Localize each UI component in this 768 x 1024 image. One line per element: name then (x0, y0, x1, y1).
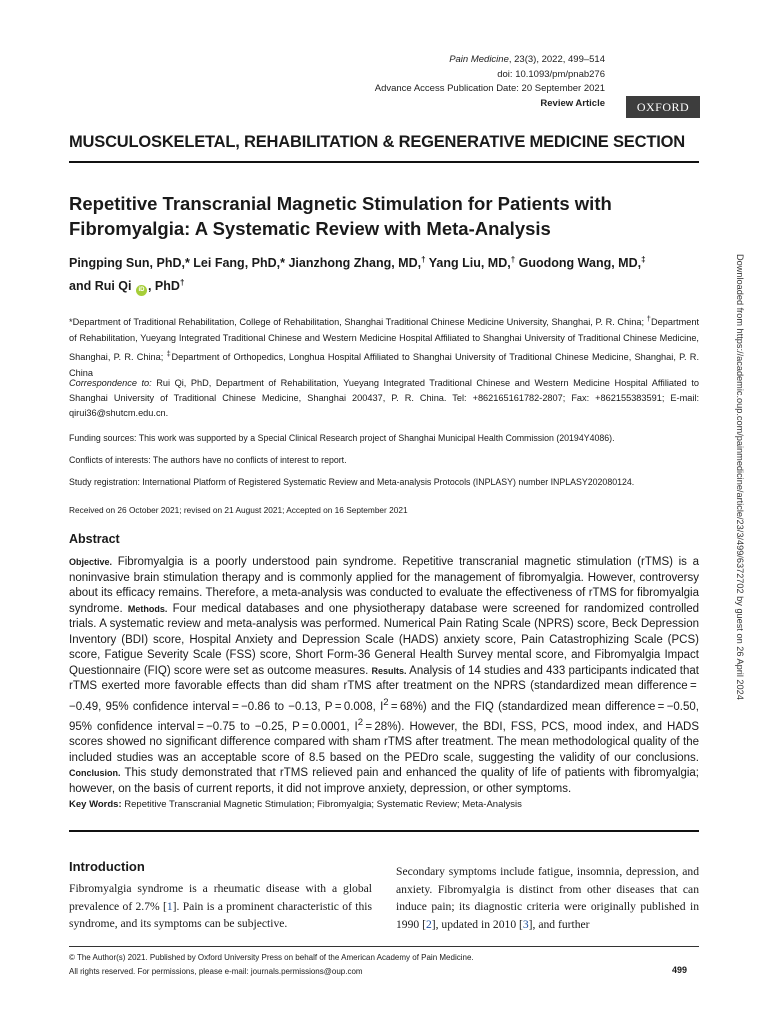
body-text: Fibromyalgia syndrome is a rheumatic disease with a global prevalence of 2.7% [ (69, 882, 372, 913)
section-divider (69, 161, 699, 163)
oxford-logo[interactable]: OXFORD (626, 96, 700, 118)
journal-meta (375, 53, 605, 111)
author-names: Guodong Wang, MD, (515, 256, 642, 271)
author-names: and Rui Qi (69, 279, 132, 294)
results-text: Analysis of 14 studies and 433 participants indicated that rTMS exerted more favorable effects than did sham rTMS after treatment on the NPRS (standardized mean difference = −0.49, 95% confidence interval = −0.86 to −0.13, P = 0.008, I (69, 664, 699, 713)
introduction-right-column (396, 863, 699, 933)
body-text: ], and further (528, 917, 590, 931)
affiliation-2: Department of Rehabilitation, Yueyang Integrated Traditional Chinese and Western Medicine Hospital Affiliated to Shanghai University of Traditional Chinese Medicine, Shanghai, P. R. China; (69, 317, 700, 363)
article-type: Review Article (540, 97, 605, 109)
citation-details: , 23(3), 2022, 499–514 (508, 54, 605, 65)
authors-line-2 (69, 273, 709, 296)
affiliations (69, 311, 699, 381)
citation-line (375, 53, 605, 68)
body-text: ], updated in 2010 [ (431, 917, 523, 931)
download-notice[interactable]: Downloaded from https://academic.oup.com/painmedicine/article/23/3/499/6372702 by guest on 26 April 2024 (735, 254, 745, 700)
superscript: 2 (383, 696, 389, 708)
keywords-text: Repetitive Transcranial Magnetic Stimulation; Fibromyalgia; Systematic Review; Meta-Analysis (121, 799, 522, 810)
objective-label: Objective. (69, 557, 113, 567)
author-names: Yang Liu, MD, (425, 256, 511, 271)
page-number: 499 (672, 965, 688, 975)
correspondence-label: Correspondence to: (69, 378, 152, 388)
abstract-body (69, 555, 699, 797)
affiliation-marker: † (646, 314, 651, 323)
results-text: = 28%). However, the BDI, FSS, PCS, mood index, and HADS scores showed no significant difference compared with sham rTMS after treatment. The mean methodological quality of the included studies was an acceptable score of 8.5 based on the PEDro scale, suggesting the validity of our conclusions. (69, 720, 699, 764)
doi[interactable]: doi: 10.1093/pm/pnab276 (497, 68, 605, 80)
reference-link[interactable]: 2 (425, 917, 432, 931)
superscript: 2 (357, 716, 364, 728)
reference-link[interactable]: 3 (522, 917, 529, 931)
section-title: MUSCULOSKELETAL, REHABILITATION & REGENERATIVE MEDICINE SECTION (69, 133, 685, 151)
abstract-heading: Abstract (69, 532, 120, 546)
registration-statement: Study registration: International Platform of Registered Systematic Review and Meta-analysis Protocols (INPLASY) number INPLASY202080124. (69, 477, 635, 487)
affiliation-marker: † (179, 278, 185, 288)
article-title: Repetitive Transcranial Magnetic Stimulation for Patients with Fibromyalgia: A Systematic Review with Meta-Analysis (69, 193, 612, 239)
body-text: Secondary symptoms include fatigue, insomnia, depression, and anxiety. Fibromyalgia is distinct from other diseases that can induce pain; its diagnostic criteria were originally published in 1990 [ (396, 865, 699, 931)
copyright-line: © The Author(s) 2021. Published by Oxford University Press on behalf of the American Academy of Pain Medicine. (69, 953, 474, 962)
affiliation-marker: † (510, 255, 516, 264)
author-names: Pingping Sun, PhD,* Lei Fang, PhD,* Jianzhong Zhang, MD, (69, 256, 422, 271)
correspondence (69, 376, 699, 421)
methods-label: Methods. (127, 603, 168, 614)
affiliation-marker: ‡ (641, 255, 646, 264)
introduction-left-column (69, 880, 372, 933)
footer-divider (69, 946, 699, 947)
authors-line-1 (69, 250, 709, 273)
orcid-icon[interactable]: iD (136, 285, 147, 296)
conclusion-text: This study demonstrated that rTMS relieved pain and enhanced the quality of life of patients with fibromyalgia; however, on the basis of current reports, it did not improve anxiety, depression, or other symptoms. (69, 767, 699, 795)
affiliation-marker: † (421, 255, 426, 264)
funding-statement: Funding sources: This work was supported by a Special Clinical Research project of Shanghai Municipal Health Commission (20194Y4086). (69, 433, 615, 443)
correspondence-text: Rui Qi, PhD, Department of Rehabilitation, Yueyang Integrated Traditional Chinese and Western Medicine Hospital Affiliated to Shanghai University of Traditional Chinese Medicine, Shanghai 200437, P. R. China. Tel: +862165161782-2807; Fax: +862155383591; E-mail: qirui36@shutcm.edu.cn. (69, 378, 699, 418)
journal-name[interactable]: Pain Medicine (449, 54, 509, 65)
affiliation-1: *Department of Traditional Rehabilitation, College of Rehabilitation, Shanghai Traditional Chinese Medicine University, Shanghai, P. R. China; (69, 317, 647, 328)
conflicts-statement: Conflicts of interests: The authors have no conflicts of interest to report. (69, 455, 347, 465)
author-list (69, 250, 709, 296)
advance-access-date: Advance Access Publication Date: 20 September 2021 (374, 83, 605, 94)
results-text: = 68%) and the FIQ (standardized mean difference = −0.50, 95% confidence interval = −0.75 to −0.25, P = 0.0001, I (69, 700, 699, 733)
body-text: ]. Pain is a prominent characteristic of this syndrome, and its symptoms can be subjective. (69, 899, 372, 930)
abstract-divider (69, 830, 699, 832)
results-label: Results. (371, 665, 407, 676)
affiliation-3: Department of Orthopedics, Longhua Hospital Affiliated to Shanghai University of Traditional Chinese Medicine, Shanghai, P. R. China (69, 352, 699, 378)
author-names: , PhD (147, 279, 180, 294)
reference-link[interactable]: 1 (166, 899, 173, 913)
keywords-label: Key Words: (69, 799, 122, 810)
objective-text: Fibromyalgia is a poorly understood pain syndrome. Repetitive transcranial magnetic stimulation (rTMS) is a noninvasive brain stimulation therapy and is commonly applied for the management of fibromyalgia. However, controversy about its efficacy remains. Therefore, a meta-analysis was conducted to evaluate the effectiveness of rTMS for fibromyalgia syndrome. (69, 556, 699, 615)
methods-text: Four medical databases and one physiotherapy database were screened for randomized controlled trials. A systematic review and meta-analysis was performed. Numerical Pain Rating Scale (NPRS) score, Beck Depression Inventory (BDI) score, Hospital Anxiety and Depression Scale (HADS) anxiety score, Pain Catastrophizing Scale (PCS) score, Fatigue Severity Scale (FSS) score, Short Form-36 General Health Survey mental score, and Fibromyalgia Impact Questionnaire (FIQ) score were set as outcome measures. (69, 602, 699, 677)
keywords (69, 799, 699, 811)
footer-notice (69, 951, 474, 979)
rights-line: All rights reserved. For permissions, please e-mail: journals.permissions@oup.com (69, 967, 363, 976)
conclusion-label: Conclusion. (69, 768, 121, 779)
affiliation-marker: ‡ (166, 349, 172, 359)
introduction-heading: Introduction (69, 859, 145, 874)
received-dates: Received on 26 October 2021; revised on 21 August 2021; Accepted on 16 September 2021 (69, 505, 408, 515)
